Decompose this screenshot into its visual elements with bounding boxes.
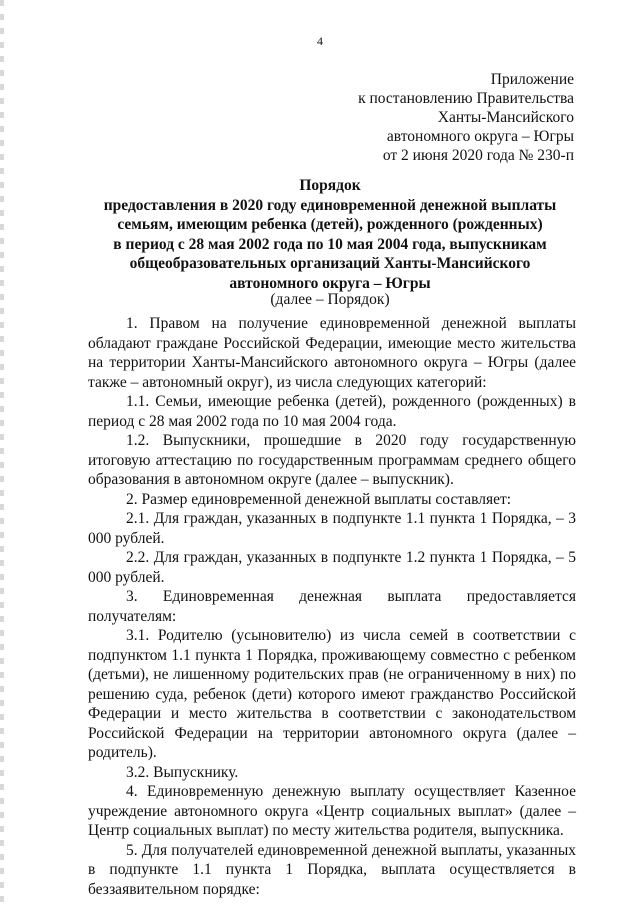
paragraph-2-2: 2.2. Для граждан, указанных в подпункте 1.2 пункта 1 Порядка, – 5 000 рублей. xyxy=(88,549,576,586)
paragraph-2: 2. Размер единовременной денежной выплаты составляет: xyxy=(126,490,512,508)
paragraph-2-1: 2.1. Для граждан, указанных в подпункте 1.1 пункта 1 Порядка, – 3 000 рублей. xyxy=(88,510,576,547)
paragraph-5: 5. Для получателей единовременной денежной выплаты, указанных в подпункте 1.1 пункта 1 Порядка, выплата осуществляется в беззаявительном порядке: xyxy=(88,841,576,898)
title-line: Порядок xyxy=(299,177,361,194)
paragraph-4: 4. Единовременную денежную выплату осуществляет Казенное учреждение автономного округа «Центр социальных выплат» (далее – Центр социальных выплат) по месту жительства родителя, выпускника. xyxy=(88,783,576,839)
title-line: семьям, имеющим ребенка (детей), рожденного (рожденных) xyxy=(117,216,543,233)
appendix-line: к постановлению Правительства xyxy=(358,90,574,107)
title-line: автономного округа – Югры xyxy=(229,274,431,292)
appendix-line: Ханты-Мансийского xyxy=(437,109,574,126)
appendix-line: Приложение xyxy=(490,71,574,88)
document-subtitle: (далее – Порядок) xyxy=(270,291,390,308)
paragraph-1-1: 1.1. Семьи, имеющие ребенка (детей), рожденного (рожденных) в период с 28 мая 2002 года по 10 мая 2004 года. xyxy=(88,393,576,430)
scan-edge-artifact xyxy=(0,0,4,905)
appendix-line: автономного округа – Югры xyxy=(386,128,574,145)
paragraph-1-2: 1.2. Выпускники, прошедшие в 2020 году государственную итоговую аттестацию по государственным программам среднего общего образования в автономном округе (далее – выпускник). xyxy=(88,432,576,488)
title-line: общеобразовательных организаций Ханты-Мансийского xyxy=(129,255,531,272)
document-body xyxy=(88,314,576,899)
title-line: предоставления в 2020 году единовременной денежной выплаты xyxy=(103,196,557,214)
paragraph-1: 1. Правом на получение единовременной денежной выплаты обладают граждане Российской Федерации, имеющие место жительства на территории Ханты-Мансийского автономного округа – Югры (далее также – автономный округ), из числа следующих категорий: xyxy=(88,315,576,391)
appendix-line: от 2 июня 2020 года № 230-п xyxy=(382,147,574,164)
paragraph-3-2: 3.2. Выпускнику. xyxy=(126,763,239,781)
paragraph-3-1: 3.1. Родителю (усыновителю) из числа семей в соответствии с подпунктом 1.1 пункта 1 Порядка, проживающему совместно с ребенком (детьми), не лишенному родительских прав (не ограниченному в них) по решению суда, ребенок (дети) которого имеют гражданство Российской Федерации и место жительства в соответствии с законодательством Российской Федерации на территории автономного округа (далее – родитель). xyxy=(88,627,576,761)
page-number: 4 xyxy=(317,34,323,48)
title-line: в период с 28 мая 2002 года по 10 мая 2004 года, выпускникам xyxy=(113,235,547,253)
document-title xyxy=(60,176,600,293)
paragraph-3: 3. Единовременная денежная выплата предоставляется получателям: xyxy=(88,588,576,625)
appendix-header xyxy=(358,70,574,165)
